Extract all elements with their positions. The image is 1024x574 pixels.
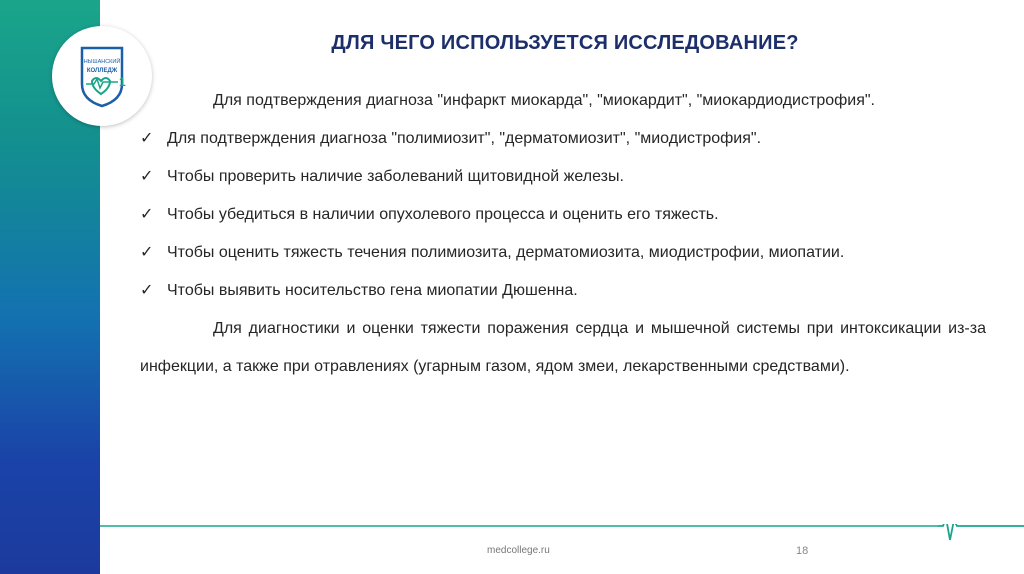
checkmark-icon: ✓ <box>140 130 154 147</box>
intro-paragraph: Для подтверждения диагноза "инфаркт миокарда", "миокардит", "миокардиодистрофия". <box>213 92 875 109</box>
slide-title: ДЛЯ ЧЕГО ИСПОЛЬЗУЕТСЯ ИССЛЕДОВАНИЕ? <box>331 32 799 54</box>
footer-site: medcollege.ru <box>487 545 550 556</box>
logo-text-line1: НЫШАНСКИЙ <box>83 59 121 65</box>
list-item-text: Чтобы убедиться в наличии опухолевого процесса и оценить его тяжесть. <box>167 206 719 223</box>
list-item <box>140 234 927 272</box>
college-logo <box>52 26 152 126</box>
checkmark-icon: ✓ <box>140 168 154 185</box>
closing-paragraph: Для диагностики и оценки тяжести поражения сердца и мышечной системы при интоксикации из-за инфекции, а также при отравлениях (угарным газом, ядом змеи, лекарственными средствами). <box>140 320 986 375</box>
list-item <box>140 196 986 234</box>
checkmark-icon: ✓ <box>140 206 154 223</box>
logo-number: 1 <box>119 75 126 89</box>
logo-emblem-icon <box>52 26 152 126</box>
ecg-divider <box>100 524 1024 554</box>
list-item-text: Чтобы выявить носительство гена миопатии Дюшенна. <box>167 282 578 299</box>
logo-text-line2: КОЛЛЕДЖ <box>86 68 118 74</box>
list-item <box>140 158 986 196</box>
checkmark-icon: ✓ <box>140 282 154 299</box>
page-number: 18 <box>796 545 809 557</box>
list-item-text: Чтобы оценить тяжесть течения полимиозита, дерматомиозита, миодистрофии, миопатии. <box>167 244 845 261</box>
slide-content <box>140 82 986 386</box>
checkmark-icon: ✓ <box>140 244 154 261</box>
list-item-text: Для подтверждения диагноза "полимиозит", "дерматомиозит", "миодистрофия". <box>167 130 762 147</box>
list-item-text: Чтобы проверить наличие заболеваний щитовидной железы. <box>167 168 624 185</box>
list-item <box>140 272 986 310</box>
list-item <box>140 120 986 158</box>
